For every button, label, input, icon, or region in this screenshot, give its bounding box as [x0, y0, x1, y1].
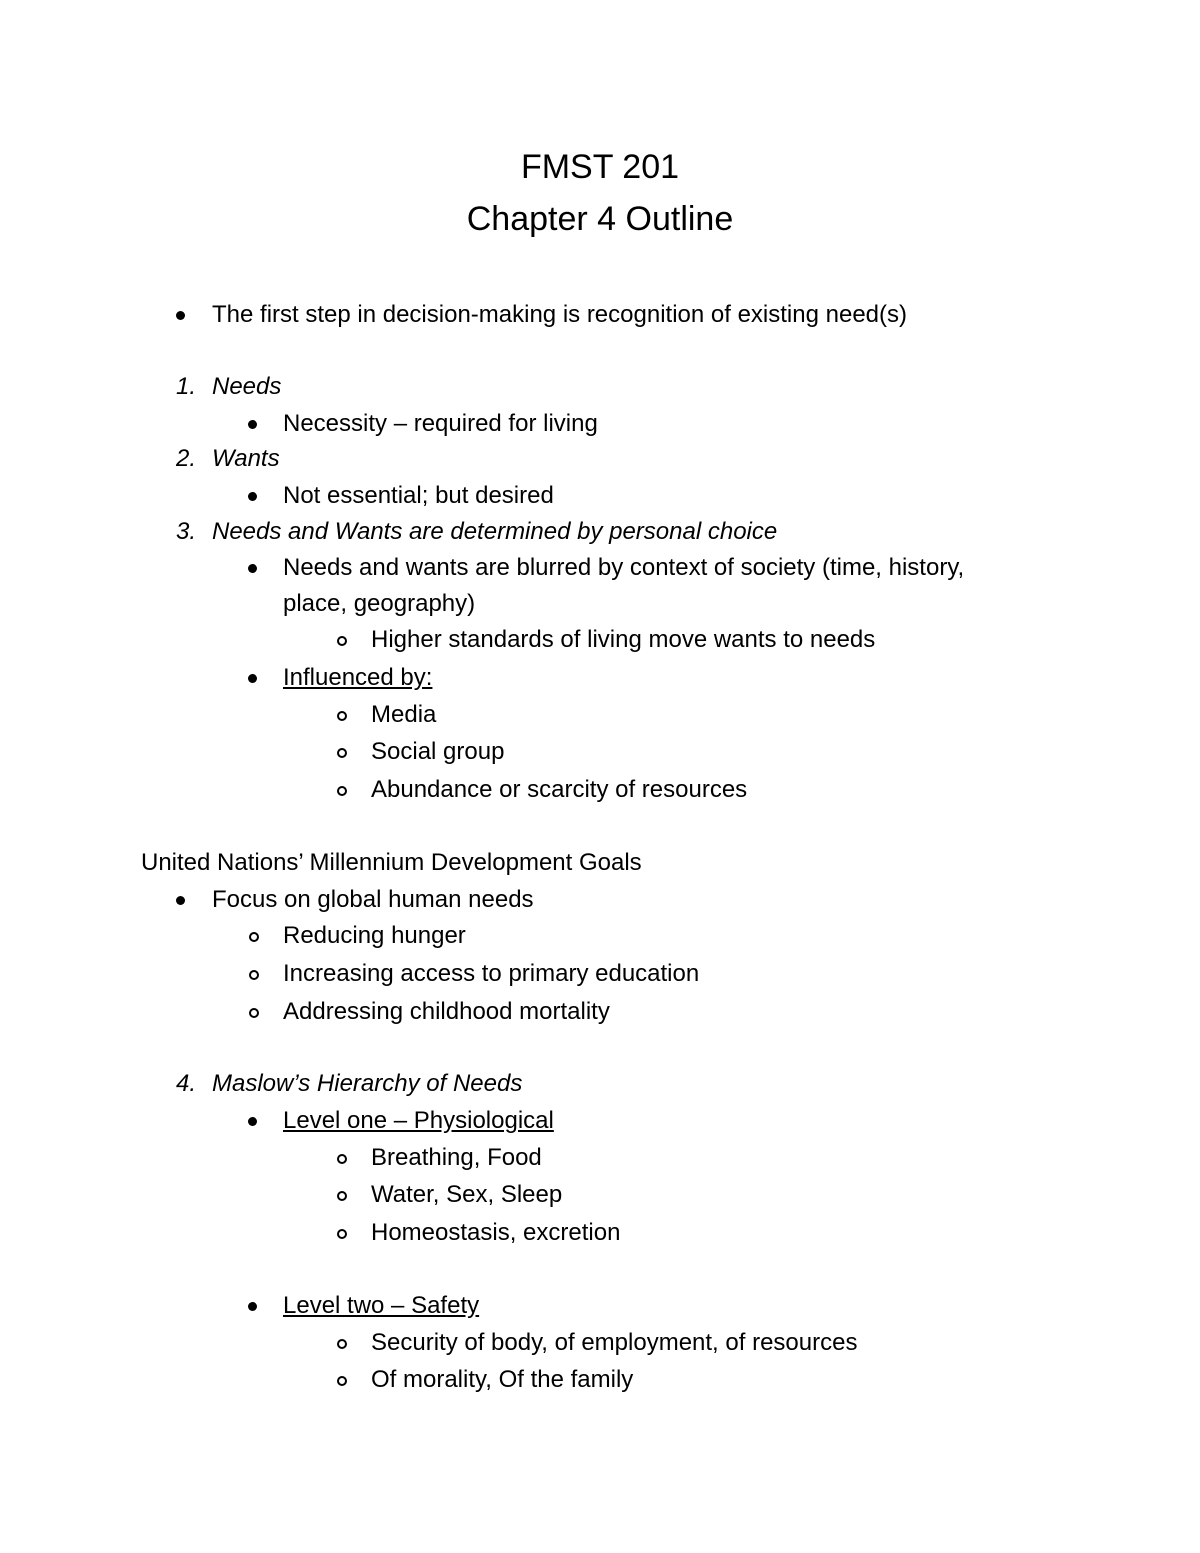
- level-one-item: Breathing, Food: [371, 1144, 542, 1171]
- course-title: FMST 201: [520, 148, 680, 186]
- sub-bullet-circle-icon: [249, 1008, 259, 1018]
- influence-item: Social group: [371, 738, 505, 765]
- bullet-dot-icon: [248, 1302, 257, 1311]
- bullet-dot-icon: [248, 420, 257, 429]
- intro-bullet: The first step in decision-making is recognition of existing need(s): [212, 301, 907, 328]
- item-number: 2.: [176, 445, 197, 472]
- item-number: 3.: [176, 518, 197, 545]
- un-sub-item: Reducing hunger: [283, 922, 466, 949]
- sub-bullet-circle-icon: [337, 786, 347, 796]
- level-one-item: Water, Sex, Sleep: [371, 1181, 563, 1208]
- bullet-dot-icon: [248, 564, 257, 573]
- item-number: 4.: [176, 1070, 197, 1097]
- influence-item: Abundance or scarcity of resources: [371, 776, 748, 803]
- item-number: 1.: [176, 373, 197, 400]
- bullet-dot-icon: [176, 896, 185, 905]
- chapter-title: Chapter 4 Outline: [466, 200, 734, 238]
- un-heading: United Nations’ Millennium Development Goals: [141, 849, 642, 876]
- choice-label: Needs and Wants are determined by personal choice: [212, 518, 778, 545]
- level-two-label: Level two – Safety: [283, 1292, 480, 1319]
- sub-bullet-circle-icon: [249, 932, 259, 942]
- sub-bullet-circle-icon: [249, 970, 259, 980]
- bullet-dot-icon: [248, 1117, 257, 1126]
- choice-sub: Higher standards of living move wants to needs: [371, 626, 876, 653]
- sub-bullet-circle-icon: [337, 748, 347, 758]
- influence-item: Media: [371, 701, 437, 728]
- un-bullet: Focus on global human needs: [212, 886, 534, 913]
- sub-bullet-circle-icon: [337, 1339, 347, 1349]
- level-two-item: Of morality, Of the family: [371, 1366, 634, 1393]
- level-one-label: Level one – Physiological: [283, 1107, 554, 1134]
- level-two-item: Security of body, of employment, of resources: [371, 1329, 858, 1356]
- maslow-label: Maslow’s Hierarchy of Needs: [212, 1070, 523, 1097]
- wants-bullet: Not essential; but desired: [283, 482, 554, 509]
- bullet-dot-icon: [248, 674, 257, 683]
- sub-bullet-circle-icon: [337, 1376, 347, 1386]
- bullet-dot-icon: [176, 311, 185, 320]
- level-one-item: Homeostasis, excretion: [371, 1219, 621, 1246]
- un-sub-item: Addressing childhood mortality: [283, 998, 610, 1025]
- sub-bullet-circle-icon: [337, 1229, 347, 1239]
- sub-bullet-circle-icon: [337, 1191, 347, 1201]
- sub-bullet-circle-icon: [337, 1154, 347, 1164]
- bullet-dot-icon: [248, 492, 257, 501]
- sub-bullet-circle-icon: [337, 711, 347, 721]
- choice-bullet-line2: place, geography): [283, 590, 476, 617]
- sub-bullet-circle-icon: [337, 636, 347, 646]
- needs-bullet: Necessity – required for living: [283, 410, 598, 437]
- needs-label: Needs: [212, 373, 282, 400]
- choice-bullet-line1: Needs and wants are blurred by context of society (time, history,: [283, 554, 965, 581]
- un-sub-item: Increasing access to primary education: [283, 960, 700, 987]
- influenced-label: Influenced by:: [283, 664, 433, 691]
- wants-label: Wants: [212, 445, 280, 472]
